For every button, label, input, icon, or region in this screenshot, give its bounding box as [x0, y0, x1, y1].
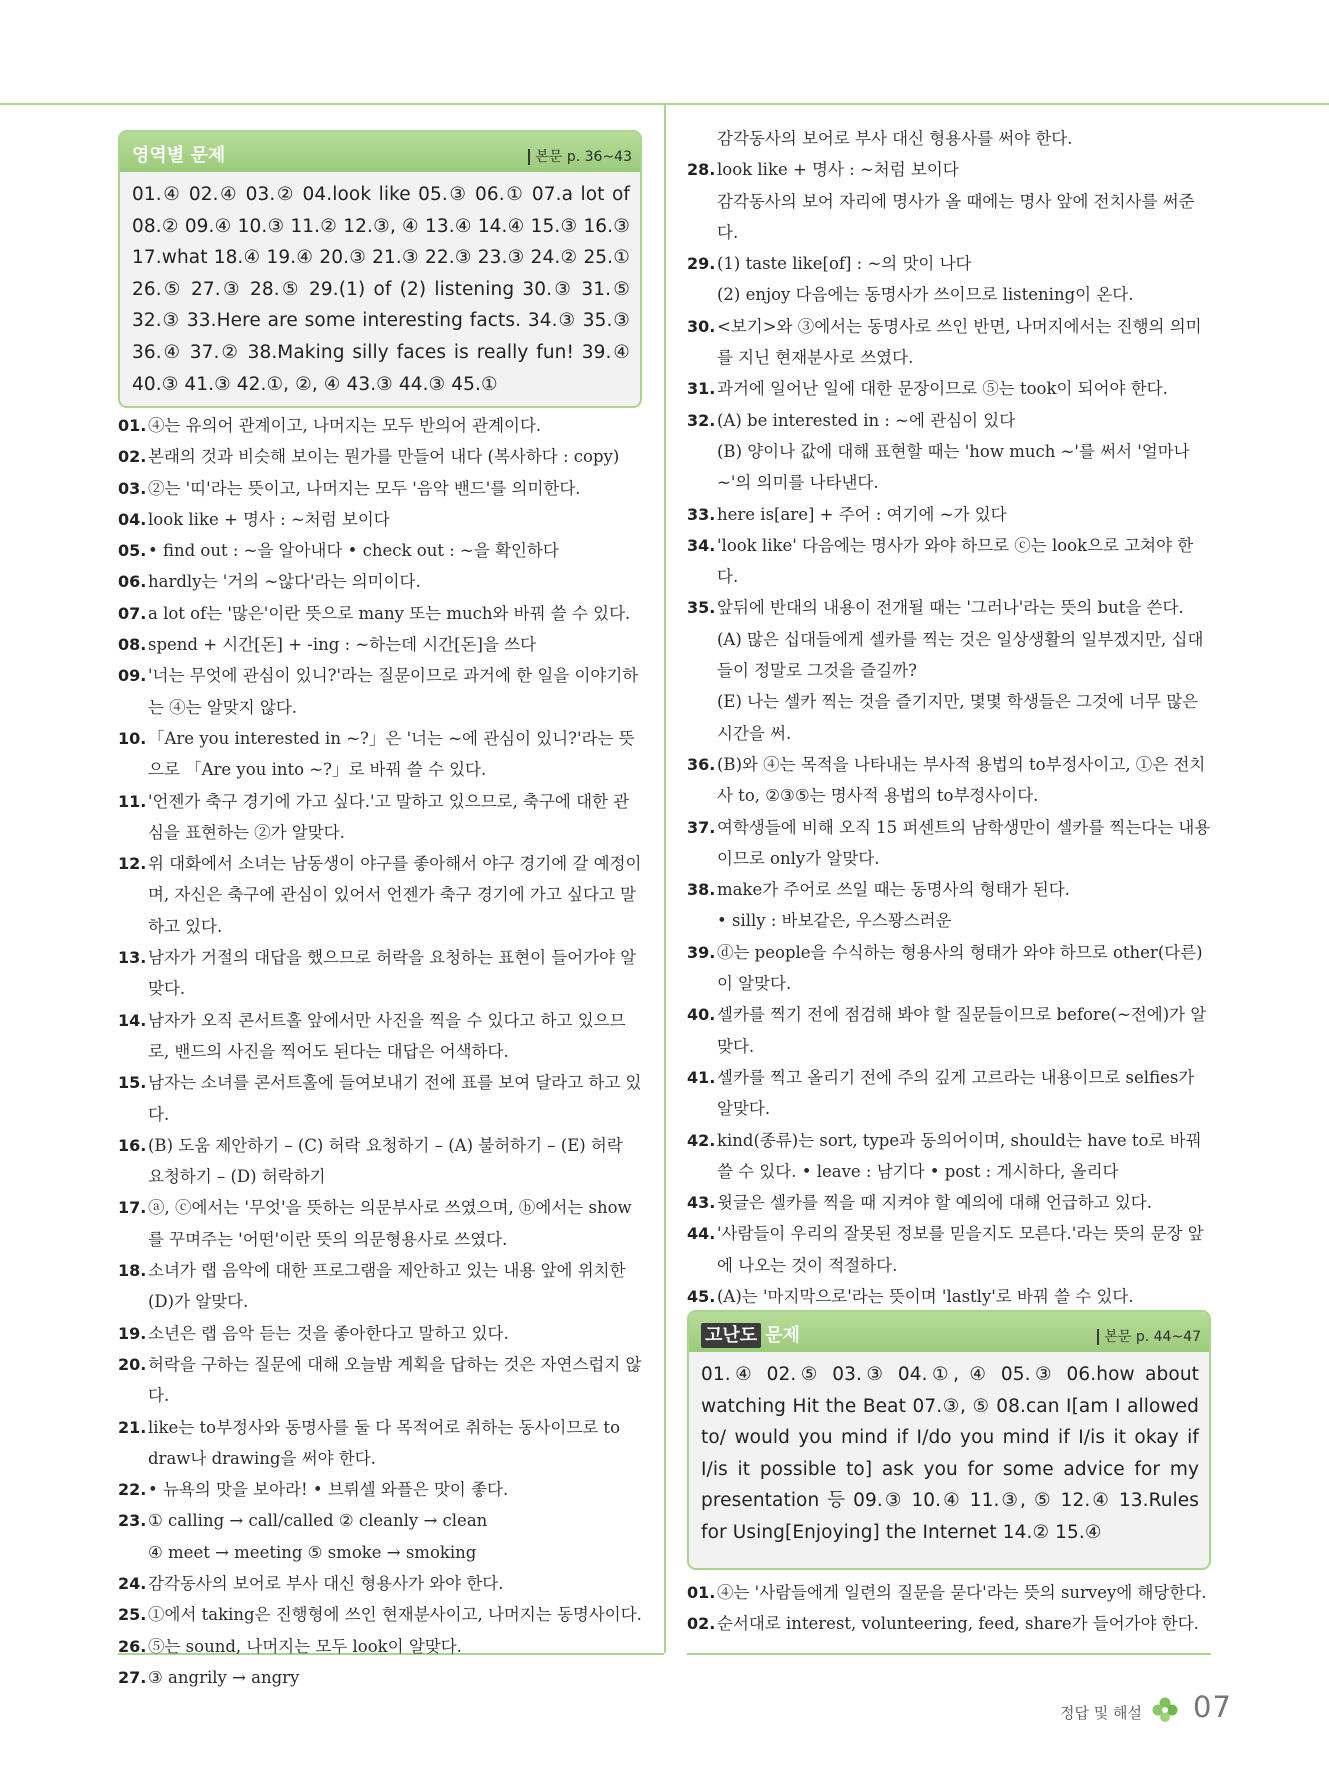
page-number: 07: [1193, 1690, 1232, 1724]
explanation-item: [687, 186, 1211, 249]
explanation-item: [118, 629, 642, 660]
explanation-item: [118, 410, 642, 441]
section-answers-box: [118, 130, 642, 408]
item-text: a lot of는 '많은'이란 뜻으로 many 또는 much와 바꿔 쓸 수 있다.: [148, 603, 631, 623]
item-number: 04.: [118, 509, 147, 529]
explanation-item: [687, 154, 1211, 185]
item-number: 32.: [687, 410, 716, 430]
item-number: 13.: [118, 948, 147, 968]
explanation-item: [118, 1537, 642, 1568]
item-number: 43.: [687, 1193, 716, 1213]
explanation-item: [687, 686, 1211, 749]
explanation-item: [118, 441, 642, 472]
item-number: 16.: [118, 1135, 147, 1155]
item-text: ⓓ는 people을 수식하는 형용사의 형태가 와야 하므로 other(다른)이 알맞다.: [717, 942, 1203, 994]
item-number: 38.: [687, 880, 716, 900]
explanation-item: [687, 373, 1211, 404]
item-text: look like + 명사 : ~처럼 보이다: [148, 509, 390, 529]
explanation-item: [118, 1255, 642, 1318]
explanation-item: [118, 1599, 642, 1630]
item-text: ⓐ, ⓒ에서는 '무엇'을 뜻하는 의문부사로 쓰였으며, ⓑ에서는 show를 꾸며주는 '어떤'이란 뜻의 의문형용사로 쓰였다.: [148, 1198, 632, 1249]
explanation-item: [118, 1130, 642, 1193]
explanation-item: [687, 1062, 1211, 1125]
item-text: (A) 많은 십대들에게 셀카를 찍는 것은 일상생활의 일부겠지만, 십대들이 정말로 그것을 즐길까?: [717, 629, 1204, 681]
item-number: 36.: [687, 754, 716, 774]
item-text: here is[are] + 주어 : 여기에 ~가 있다: [717, 504, 1007, 524]
explanation-item: [118, 535, 642, 566]
explanation-item: [687, 1187, 1211, 1218]
item-number: 27.: [118, 1667, 147, 1687]
explanation-item: [118, 1505, 642, 1536]
item-number: 41.: [687, 1067, 716, 1087]
item-text: spend + 시간[돈] + -ing : ~하는데 시간[돈]을 쓰다: [148, 635, 537, 655]
item-number: 31.: [687, 379, 716, 399]
explanation-item: [118, 504, 642, 535]
item-text: 남자가 오직 콘서트홀 앞에서만 사진을 찍을 수 있다고 하고 있으므로, 밴드의 사진을 찍어도 된다는 대답은 어색하다.: [148, 1010, 626, 1061]
explanation-item: [118, 723, 642, 786]
explanation-item: [687, 436, 1211, 499]
item-text: (B) 도움 제안하기 – (C) 허락 요청하기 – (A) 불허하기 – (E) 허락 요청하기 – (D) 허락하기: [148, 1135, 623, 1187]
item-text: 「Are you interested in ~?」은 '너는 ~에 관심이 있니?'라는 뜻으로 「Are you into ~?」로 바꿔 쓸 수 있다.: [148, 728, 635, 780]
item-number: 02.: [687, 1614, 716, 1634]
explanation-item: [118, 1412, 642, 1475]
item-text: 허락을 구하는 질문에 대해 오늘밤 계획을 답하는 것은 자연스럽지 않다.: [148, 1354, 642, 1406]
item-number: 05.: [118, 541, 147, 561]
answer-key: 01.④ 02.⑤ 03.③ 04.①, ④ 05.③ 06.how about watching Hit the Beat 07.③, ⑤ 08.can I[am I allowed to/ would you mind if I/do you mind if I/is it okay if I/is it possible to] ask you for some advice for my presentation 등 09.③ 10.④ 11.③, ⑤ 12.④ 13.Rules for Using[Enjoying] the Internet 14.② 15.④: [701, 1364, 1199, 1543]
column-divider: [664, 105, 666, 1653]
item-text: (E) 나는 셀카 찍는 것을 즐기지만, 몇몇 학생들은 그것에 너무 많은 시간을 써.: [717, 692, 1199, 743]
item-number: 45.: [687, 1286, 716, 1306]
item-text: 앞뒤에 반대의 내용이 전개될 때는 '그러나'라는 뜻의 but을 쓴다.: [717, 598, 1184, 618]
item-number: 01.: [687, 1583, 716, 1602]
explanation-list-right: [687, 123, 1211, 1312]
item-text: (B) 양이나 값에 대해 표현할 때는 'how much ~'를 써서 '얼마나 ~'의 의미를 나타낸다.: [717, 441, 1190, 493]
explanation-item: [687, 874, 1211, 905]
explanation-item: [687, 123, 1211, 154]
explanation-list-advanced: [687, 1577, 1211, 1640]
item-number: 40.: [687, 1005, 716, 1025]
bottom-rule-right: [687, 1653, 1211, 1655]
item-text: look like + 명사 : ~처럼 보이다: [717, 160, 959, 180]
item-text: ④는 유의어 관계이고, 나머지는 모두 반의어 관계이다.: [148, 416, 542, 435]
explanation-item: [118, 848, 642, 942]
item-text: 셀카를 찍기 전에 점검해 봐야 할 질문들이므로 before(~전에)가 알맞다.: [717, 1005, 1207, 1056]
item-number: 30.: [687, 316, 716, 336]
item-text: • silly : 바보같은, 우스꽝스러운: [717, 911, 952, 931]
explanation-item: [687, 937, 1211, 1000]
item-number: 06.: [118, 572, 147, 592]
explanation-item: [687, 812, 1211, 875]
item-text: 남자는 소녀를 콘서트홀에 들여보내기 전에 표를 보여 달라고 하고 있다.: [148, 1073, 642, 1124]
item-text: 남자가 거절의 대답을 했으므로 허락을 요청하는 표현이 들어가야 알맞다.: [148, 948, 637, 999]
item-number: 19.: [118, 1323, 147, 1343]
explanation-item: [687, 1218, 1211, 1281]
item-number: 02.: [118, 447, 147, 467]
item-text: ① calling → call/called ② cleanly → clean: [148, 1511, 488, 1531]
item-text: 본래의 것과 비슷해 보이는 뭔가를 만들어 내다 (복사하다 : copy): [148, 447, 620, 467]
item-number: 07.: [118, 603, 147, 623]
item-text: ④ meet → meeting ⑤ smoke → smoking: [148, 1542, 477, 1562]
box-header: [120, 132, 640, 172]
box-title: 영역별 문제: [132, 145, 226, 166]
item-number: 28.: [687, 160, 716, 180]
item-number: 24.: [118, 1573, 147, 1593]
item-number: 29.: [687, 254, 716, 274]
explanation-item: [118, 1067, 642, 1130]
item-number: 03.: [118, 478, 147, 498]
item-number: 12.: [118, 854, 147, 874]
box-title: [701, 1321, 800, 1347]
item-text: '사람들이 우리의 잘못된 정보를 믿을지도 모른다.'라는 뜻의 문장 앞에 나오는 것이 적절하다.: [717, 1224, 1204, 1275]
box-header: [689, 1312, 1209, 1352]
footer-label: 정답 및 해설: [1060, 1704, 1142, 1722]
explanation-item: [118, 1631, 642, 1662]
answer-key: 01.④ 02.④ 03.② 04.look like 05.③ 06.① 07.a lot of 08.② 09.④ 10.③ 11.② 12.③, ④ 13.④ 14.④ 15.③ 16.③ 17.what 18.④ 19.④ 20.③ 21.③ 22.③ 23.③ 24.② 25.① 26.⑤ 27.③ 28.⑤ 29.(1) of (2) listening 30.③ 31.⑤ 32.③ 33.Here are some interesting facts. 34.③ 35.③ 36.④ 37.② 38.Making silly faces is really fun! 39.④ 40.③ 41.③ 42.①, ②, ④ 43.③ 44.③ 45.①: [132, 184, 630, 395]
explanation-item: [118, 1349, 642, 1412]
advanced-answers-box: [687, 1310, 1211, 1570]
explanation-item: [687, 405, 1211, 436]
item-number: 22.: [118, 1480, 147, 1500]
item-number: 39.: [687, 942, 716, 962]
item-number: 35.: [687, 598, 716, 618]
explanation-item: [118, 1568, 642, 1599]
page-reference: 본문 p. 44~47: [1097, 1329, 1201, 1345]
explanation-item: [118, 566, 642, 597]
item-text: (B)와 ④는 목적을 나타내는 부사적 용법의 to부정사이고, ①은 전치사 to, ②③⑤는 명사적 용법의 to부정사이다.: [717, 754, 1206, 806]
explanation-item: [118, 786, 642, 849]
item-text: '언젠가 축구 경기에 가고 싶다.'고 말하고 있으므로, 축구에 대한 관심을 표현하는 ②가 알맞다.: [148, 791, 630, 842]
explanation-item: [687, 1125, 1211, 1188]
item-text: like는 to부정사와 동명사를 둘 다 목적어로 취하는 동사이므로 to draw나 drawing을 써야 한다.: [148, 1417, 621, 1468]
item-number: 11.: [118, 791, 147, 811]
item-number: 42.: [687, 1130, 716, 1150]
item-text: <보기>와 ③에서는 동명사로 쓰인 반면, 나머지에서는 진행의 의미를 지닌 현재분사로 쓰였다.: [717, 316, 1202, 368]
item-number: 18.: [118, 1261, 147, 1281]
item-number: 33.: [687, 504, 716, 524]
explanation-item: [687, 248, 1211, 279]
item-text: 감각동사의 보어로 부사 대신 형용사가 와야 한다.: [148, 1573, 504, 1593]
explanation-item: [118, 598, 642, 629]
item-number: 23.: [118, 1511, 147, 1531]
item-text: 여학생들에 비해 오직 15 퍼센트의 남학생만이 셀카를 찍는다는 내용이므로 only가 알맞다.: [717, 817, 1211, 868]
explanation-item: [118, 1318, 642, 1349]
item-text: • 뉴욕의 맛을 보아라! • 브뤼셀 와플은 맛이 좋다.: [148, 1480, 509, 1500]
item-number: 17.: [118, 1198, 147, 1218]
item-number: 10.: [118, 728, 147, 748]
item-text: kind(종류)는 sort, type과 동의어이며, should는 have to로 바꿔 쓸 수 있다. • leave : 남기다 • post : 게시하다, 올리다: [717, 1130, 1202, 1181]
item-number: 25.: [118, 1605, 147, 1625]
item-text: hardly는 '거의 ~않다'라는 의미이다.: [148, 572, 421, 592]
explanation-item: [687, 999, 1211, 1062]
item-text: 소녀가 랩 음악에 대한 프로그램을 제안하고 있는 내용 앞에 위치한 (D)가 알맞다.: [148, 1261, 626, 1312]
item-text: make가 주어로 쓰일 때는 동명사의 형태가 된다.: [717, 880, 1070, 900]
explanation-item: [118, 1005, 642, 1068]
item-text: 셀카를 찍고 올리기 전에 주의 깊게 고르라는 내용이므로 selfies가 알맞다.: [717, 1067, 1195, 1119]
item-number: 20.: [118, 1354, 147, 1374]
explanation-list-left: [118, 410, 642, 1693]
explanation-item: [118, 1662, 642, 1693]
item-number: 21.: [118, 1417, 147, 1437]
explanation-item: [118, 660, 642, 723]
explanation-item: [687, 1281, 1211, 1312]
item-number: 37.: [687, 817, 716, 837]
item-text: '너는 무엇에 관심이 있니?'라는 질문이므로 과거에 한 일을 이야기하는 ④는 알맞지 않다.: [148, 666, 639, 717]
item-text: 위 대화에서 소녀는 남동생이 야구를 좋아해서 야구 경기에 갈 예정이며, 자신은 축구에 관심이 있어서 언젠가 축구 경기에 가고 싶다고 말하고 있다.: [148, 854, 642, 936]
item-number: 08.: [118, 635, 147, 655]
item-text: (A) be interested in : ~에 관심이 있다: [717, 410, 1016, 430]
item-text: ①에서 taking은 진행형에 쓰인 현재분사이고, 나머지는 동명사이다.: [148, 1605, 642, 1625]
item-number: 01.: [118, 416, 147, 435]
box-title-tag: 고난도: [701, 1323, 761, 1348]
item-text: 순서대로 interest, volunteering, feed, share가 들어가야 한다.: [717, 1614, 1199, 1634]
item-text: • find out : ~을 알아내다 • check out : ~을 확인하다: [148, 541, 559, 561]
explanation-item: [118, 473, 642, 504]
item-text: ④는 '사람들에게 일련의 질문을 묻다'라는 뜻의 survey에 해당한다.: [717, 1583, 1207, 1602]
explanation-item: [687, 279, 1211, 310]
page-reference: 본문 p. 36~43: [528, 149, 632, 165]
clover-leaf-icon: [1150, 1695, 1180, 1725]
explanation-item: [687, 499, 1211, 530]
explanation-item: [687, 749, 1211, 812]
explanation-item: [687, 905, 1211, 936]
explanation-item: [118, 942, 642, 1005]
explanation-item: [687, 624, 1211, 687]
item-number: 14.: [118, 1010, 147, 1030]
item-number: 44.: [687, 1224, 716, 1244]
explanation-item: [687, 1577, 1211, 1608]
explanation-item: [687, 530, 1211, 593]
item-text: (1) taste like[of] : ~의 맛이 나다: [717, 254, 972, 274]
item-text: (2) enjoy 다음에는 동명사가 쓰이므로 listening이 온다.: [717, 285, 1134, 305]
item-text: ③ angrily → angry: [148, 1667, 300, 1687]
explanation-item: [118, 1474, 642, 1505]
item-text: 과거에 일어난 일에 대한 문장이므로 ⑤는 took이 되어야 한다.: [717, 379, 1168, 399]
item-text: 감각동사의 보어로 부사 대신 형용사를 써야 한다.: [717, 129, 1073, 148]
box-title-text: 문제: [765, 1325, 800, 1346]
item-text: 감각동사의 보어 자리에 명사가 올 때에는 명사 앞에 전치사를 써준다.: [717, 191, 1195, 242]
item-text: 'look like' 다음에는 명사가 와야 하므로 ⓒ는 look으로 고쳐야 한다.: [717, 535, 1194, 587]
item-text: (A)는 '마지막으로'라는 뜻이며 'lastly'로 바꿔 쓸 수 있다.: [717, 1286, 1134, 1306]
item-number: 15.: [118, 1073, 147, 1093]
item-text: ②는 '띠'라는 뜻이고, 나머지는 모두 '음악 밴드'를 의미한다.: [148, 478, 581, 498]
explanation-item: [687, 311, 1211, 374]
item-text: 소년은 랩 음악 듣는 것을 좋아한다고 말하고 있다.: [148, 1323, 509, 1343]
explanation-item: [687, 592, 1211, 623]
explanation-item: [687, 1608, 1211, 1639]
item-number: 09.: [118, 666, 147, 686]
item-number: 26.: [118, 1636, 147, 1656]
item-text: ⑤는 sound, 나머지는 모두 look이 알맞다.: [148, 1636, 462, 1656]
explanation-item: [118, 1192, 642, 1255]
item-text: 윗글은 셀카를 찍을 때 지켜야 할 예의에 대해 언급하고 있다.: [717, 1193, 1152, 1213]
item-number: 34.: [687, 535, 716, 555]
